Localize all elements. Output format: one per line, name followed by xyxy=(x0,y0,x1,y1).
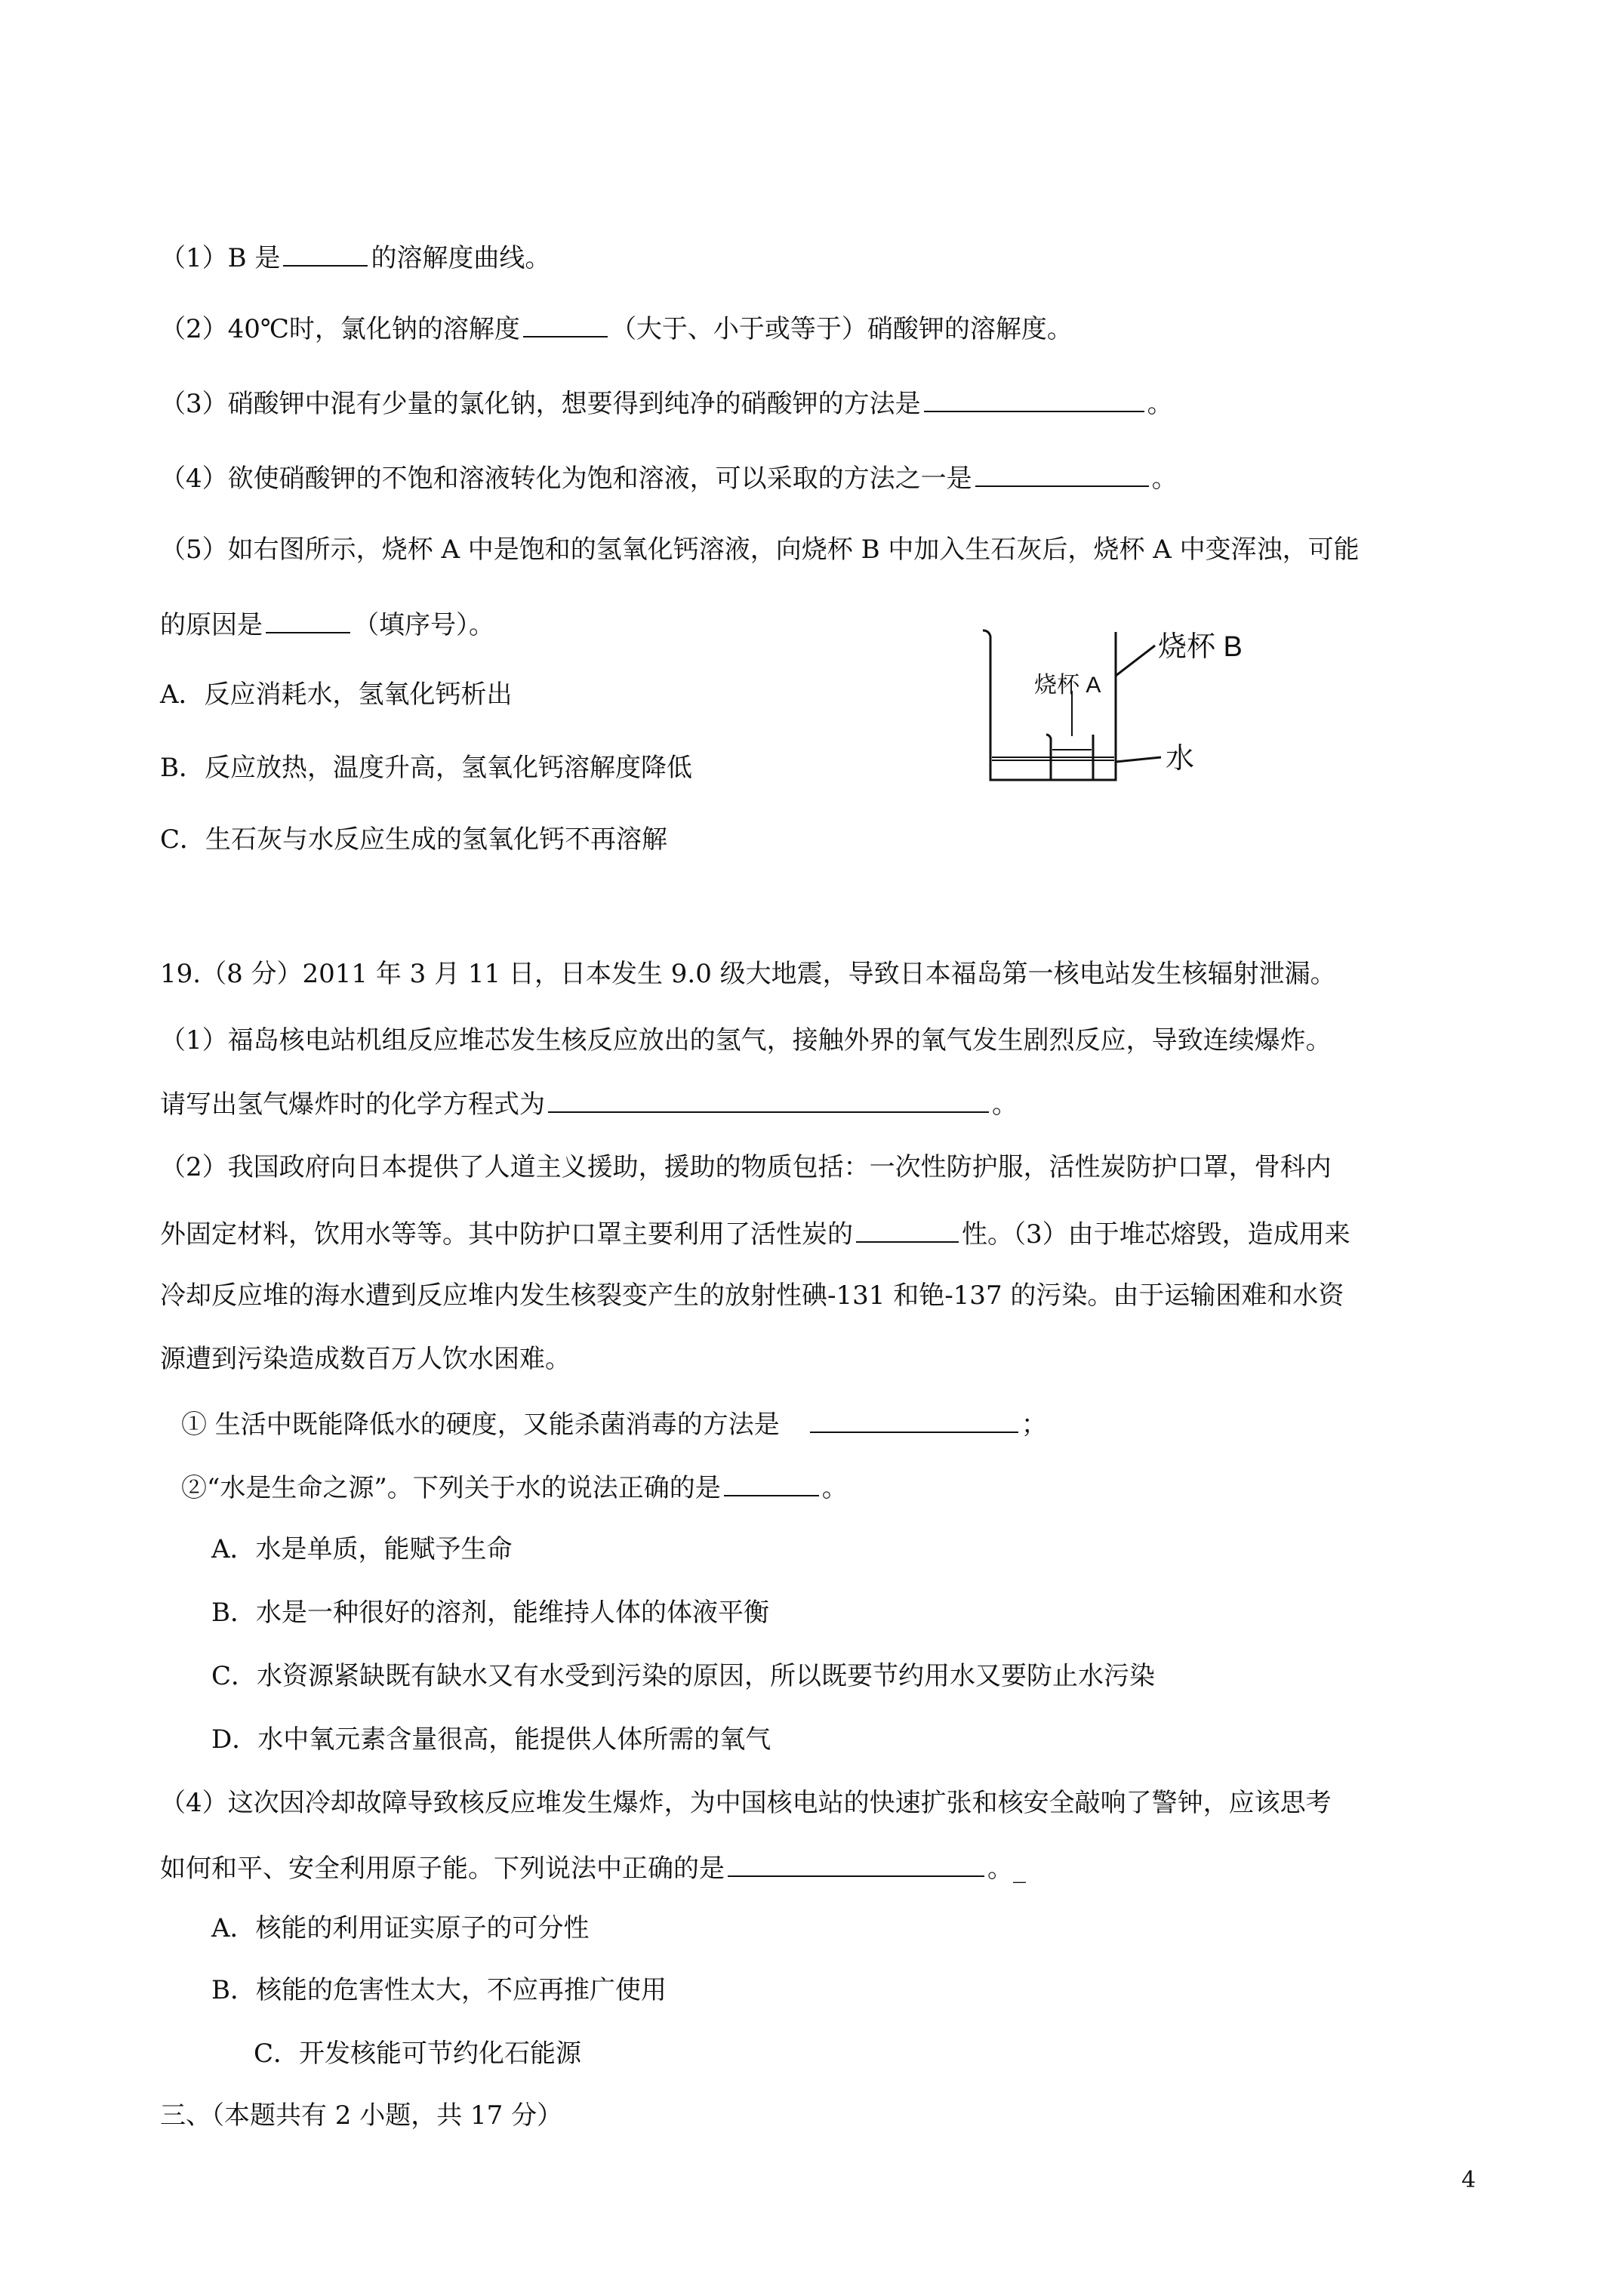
q19-part2-line3: 冷却反应堆的海水遭到反应堆内发生核裂变产生的放射性碘-131 和铯-137 的污染。由于运输困难和水资 xyxy=(160,1281,1344,1311)
q18-sub4: （4）欲使硝酸钾的不饱和溶液转化为饱和溶液，可以采取的方法之一是 。 xyxy=(160,460,1178,495)
beaker-b-label: 烧杯 B xyxy=(1158,631,1243,663)
beaker-figure xyxy=(980,623,1252,791)
q19-part4-line2: 如何和平、安全利用原子能。下列说法中正确的是 。_ xyxy=(160,1850,1026,1885)
q19-water-option-b: B．水是一种很好的溶剂，能维持人体的体液平衡 xyxy=(211,1598,769,1628)
answer-blank xyxy=(728,1850,984,1877)
answer-blank xyxy=(523,310,608,337)
q18-option-c: C．生石灰与水反应生成的氢氧化钙不再溶解 xyxy=(160,824,668,855)
answer-blank xyxy=(724,1469,819,1496)
q18-sub5-line2: 的原因是 （填序号）。 xyxy=(160,606,494,642)
page-number: 4 xyxy=(1461,2167,1477,2193)
q19-water-option-d: D．水中氧元素含量很高，能提供人体所需的氧气 xyxy=(211,1724,771,1755)
answer-blank xyxy=(810,1406,1018,1433)
q19-water-option-a: A．水是单质，能赋予生命 xyxy=(211,1534,513,1564)
q19-title: 19.（8 分）2011 年 3 月 11 日，日本发生 9.0 级大地震，导致日本福岛第一核电站发生核辐射泄漏。 xyxy=(160,959,1336,989)
q18-sub5-line1: （5）如右图所示，烧杯 A 中是饱和的氢氧化钙溶液，向烧杯 B 中加入生石灰后，烧杯 A 中变浑浊，可能 xyxy=(160,535,1360,565)
q18-sub3: （3）硝酸钾中混有少量的氯化钠，想要得到纯净的硝酸钾的方法是 。 xyxy=(160,385,1173,421)
q19-part4-line1: （4）这次因冷却故障导致核反应堆发生爆炸，为中国核电站的快速扩张和核安全敲响了警钟，应该思考 xyxy=(160,1788,1332,1818)
answer-blank xyxy=(975,460,1149,487)
answer-blank xyxy=(856,1216,959,1243)
q19-nuclear-option-a: A．核能的利用证实原子的可分性 xyxy=(211,1913,590,1943)
q18-option-a: A．反应消耗水，氢氧化钙析出 xyxy=(160,680,513,710)
q19-nuclear-option-c: C．开发核能可节约化石能源 xyxy=(254,2039,582,2069)
answer-blank xyxy=(283,239,368,267)
answer-blank xyxy=(548,1086,989,1113)
q19-nuclear-option-b: B．核能的危害性太大，不应再推广使用 xyxy=(211,1975,667,2005)
q19-circle1: ① 生活中既能降低水的硬度，又能杀菌消毒的方法是 ； xyxy=(181,1406,1047,1441)
answer-blank xyxy=(924,385,1144,412)
water-label: 水 xyxy=(1166,743,1195,775)
q19-part1-line1: （1）福岛核电站机组反应堆芯发生核反应放出的氢气，接触外界的氧气发生剧烈反应，导致连续爆炸。 xyxy=(160,1025,1332,1056)
q19-part1-line2: 请写出氢气爆炸时的化学方程式为 。 xyxy=(160,1086,1018,1121)
q19-circle2: ②“水是生命之源”。下列关于水的说法正确的是 。 xyxy=(181,1469,848,1505)
q19-part2-line4: 源遭到污染造成数百万人饮水困难。 xyxy=(160,1344,571,1374)
q19-part2-line2: 外固定材料，饮用水等等。其中防护口罩主要利用了活性炭的 性。（3）由于堆芯熔毁，造成用来 xyxy=(160,1216,1350,1251)
q18-sub2: （2）40℃时，氯化钠的溶解度 （大于、小于或等于）硝酸钾的溶解度。 xyxy=(160,310,1073,346)
q18-option-b: B．反应放热，温度升高，氢氧化钙溶解度降低 xyxy=(160,753,692,783)
section-3-heading: 三、（本题共有 2 小题，共 17 分） xyxy=(160,2100,563,2131)
q19-part2-line1: （2）我国政府向日本提供了人道主义援助，援助的物质包括：一次性防护服，活性炭防护口罩，骨科内 xyxy=(160,1152,1332,1182)
q18-sub1: （1）B 是 的溶解度曲线。 xyxy=(160,239,550,275)
answer-blank xyxy=(266,606,350,633)
beaker-a-label: 烧杯 A xyxy=(1034,673,1101,698)
q19-water-option-c: C．水资源紧缺既有缺水又有水受到污染的原因，所以既要节约用水又要防止水污染 xyxy=(211,1661,1156,1691)
